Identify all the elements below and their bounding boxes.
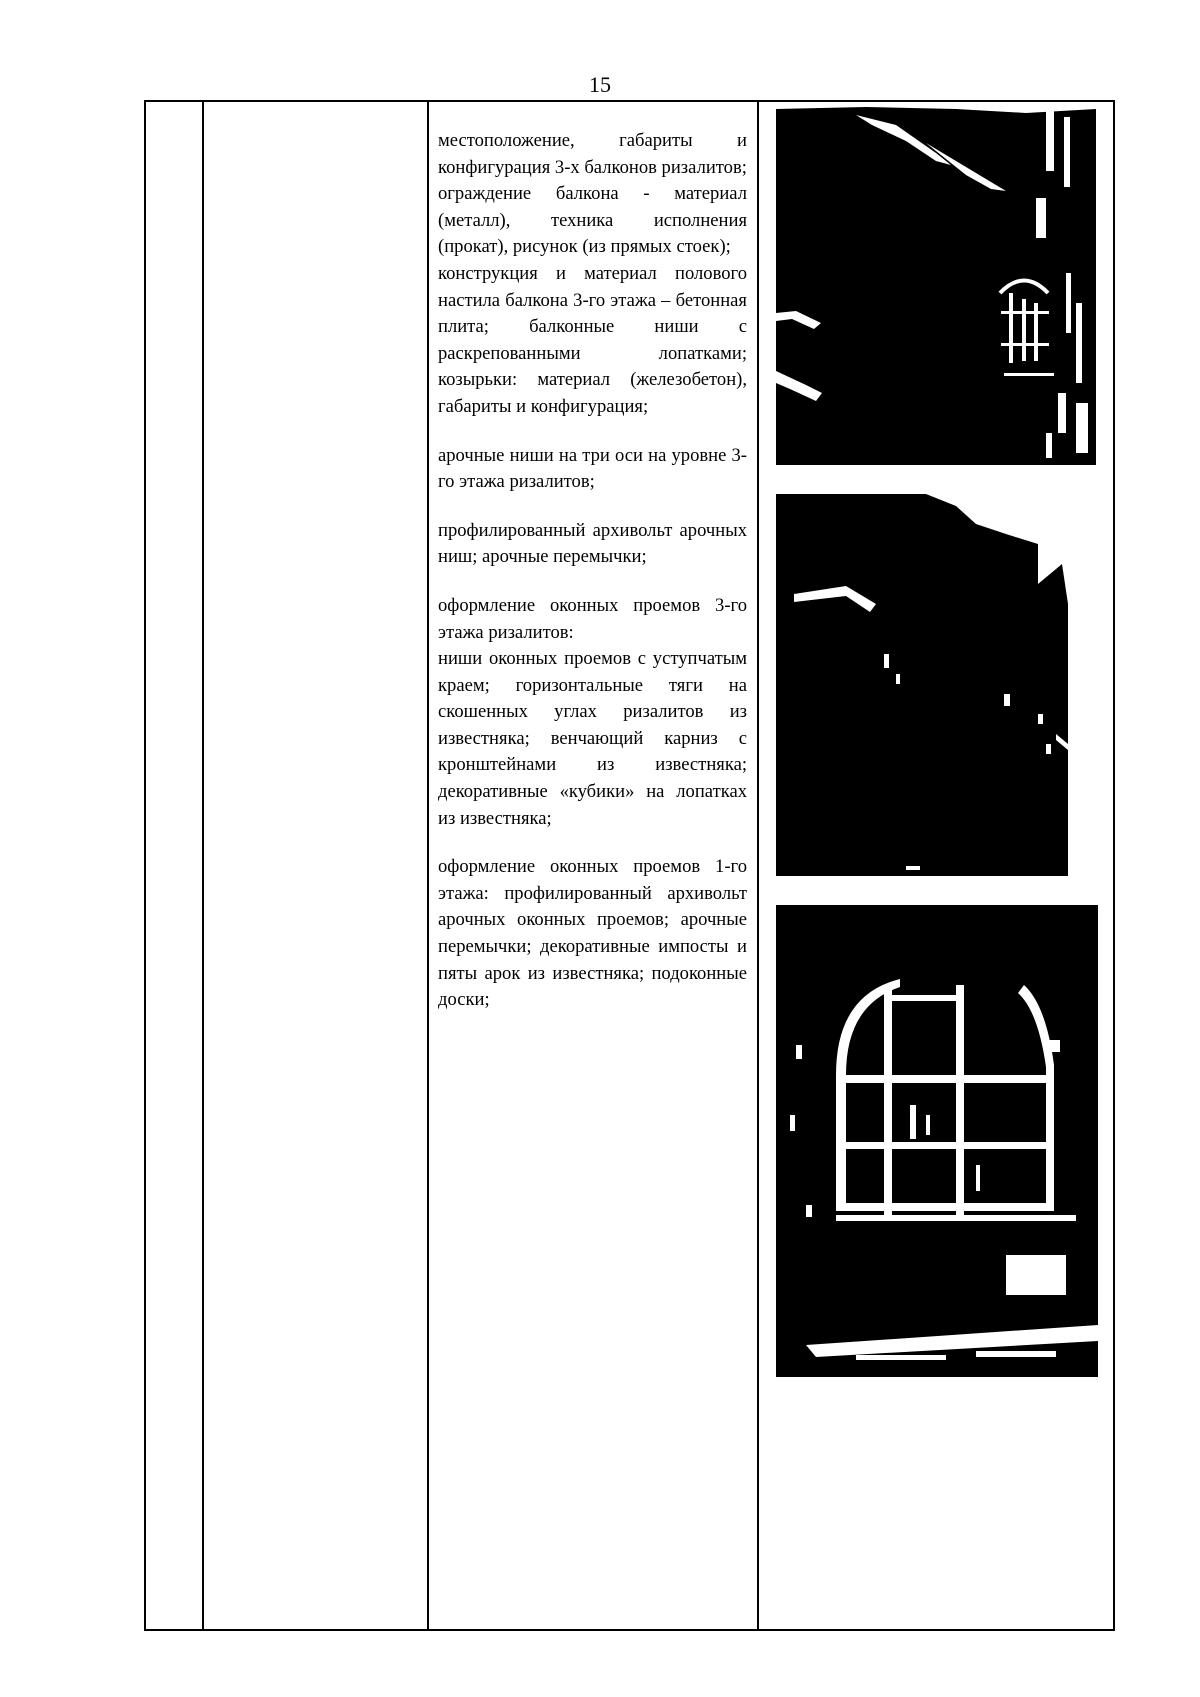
description-column	[438, 128, 747, 1014]
balcony-photo	[776, 103, 1096, 465]
arched-window-photo	[776, 905, 1098, 1377]
arched-niche-photo	[776, 494, 1075, 876]
column-divider-3	[757, 100, 759, 1631]
text-arched-niches: арочные ниши на три оси на уровне 3-го этажа ризалитов;	[438, 444, 747, 493]
text-windows-3rd-floor-heading: оформление оконных проемов 3-го этажа ризалитов:	[438, 594, 747, 643]
text-balconies: местоположение, габариты и конфигурация 3-х балконов ризалитов;	[438, 130, 747, 178]
text-archivolt: профилированный архивольт арочных ниш; арочные перемычки;	[438, 519, 747, 568]
text-window-niches: ниши оконных проемов с уступчатым краем; горизонтальные тяги на скошенных углах ризалитов из известняка; венчающий карниз с кронштейнами из известняка; декоративные «кубики» на лопатках из известняка;	[438, 648, 747, 829]
text-balcony-floor: конструкция и материал полового настила балкона 3-го этажа – бетонная плита; балконные ниши с раскрепованными лопатками; козырьки: материал (железобетон), габариты и конфигурация;	[438, 262, 747, 417]
column-divider-1	[202, 100, 204, 1631]
text-windows-1st-floor: оформление оконных проемов 1-го этажа: профилированный архивольт арочных оконных проемов; арочные перемычки; декоративные импосты и пяты арок из известняка; подоконные доски;	[438, 856, 747, 1011]
page-number: 15	[589, 72, 611, 97]
column-divider-2	[427, 100, 429, 1631]
text-balcony-railing: ограждение балкона - материал (металл), техника исполнения (прокат), рисунок (из прямых стоек);	[438, 183, 747, 258]
